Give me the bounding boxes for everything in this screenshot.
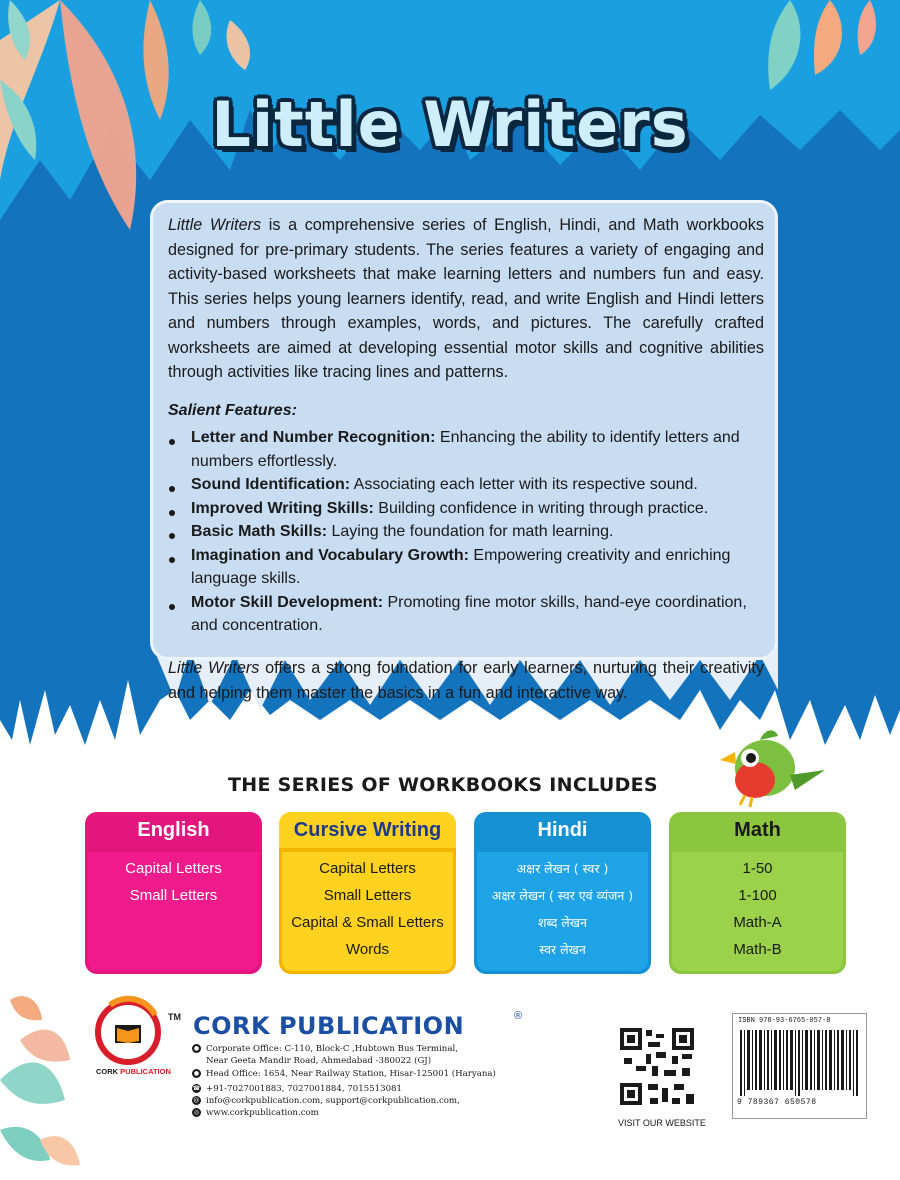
corporate-office-line-2: [192, 1055, 496, 1067]
feature-text: Building confidence in writing through practice.: [373, 499, 709, 517]
series-item: Math-A: [733, 914, 782, 931]
feature-item: [168, 544, 768, 591]
closing-text: offers a strong foundation for early learners, nurturing their creativity and helping them master the basics in a fun and interactive way.: [168, 659, 764, 702]
feature-item: [168, 591, 768, 638]
website-link[interactable]: www.corkpublication.com: [206, 1108, 319, 1119]
qr-label: VISIT OUR WEBSITE: [618, 1118, 706, 1128]
barcode: [740, 1030, 860, 1096]
feature-label: Basic Math Skills:: [191, 523, 328, 540]
website-line: [192, 1107, 496, 1119]
series-box-title: Hindi: [537, 819, 588, 841]
publisher-contact: [192, 1043, 496, 1120]
series-box-title: Cursive Writing: [279, 812, 456, 848]
series-heading: THE SERIES OF WORKBOOKS INCLUDES: [228, 774, 658, 796]
email-link[interactable]: info@corkpublication.com, support@corkpublication.com,: [206, 1096, 460, 1107]
globe-icon: ◎: [193, 1109, 200, 1117]
series-box-list: [88, 852, 259, 971]
corporate-office-line: [192, 1043, 496, 1055]
series-item: Small Letters: [129, 887, 218, 904]
series-box-hindi: [474, 812, 651, 974]
feature-text: Empowering creativity and enriching language skills.: [191, 546, 731, 587]
feature-label: Motor Skill Development:: [191, 593, 384, 611]
feature-text: Enhancing the ability to identify letters and numbers effortlessly.: [191, 429, 740, 470]
series-item: Small Letters: [323, 887, 412, 904]
location-icon: ●: [193, 1069, 200, 1077]
email-icon: @: [193, 1097, 200, 1105]
address-text: Head Office: 1654, Near Railway Station, Hisar-125001 (Haryana): [206, 1068, 496, 1079]
logo-caption: [96, 1067, 171, 1076]
location-icon: ●: [193, 1045, 200, 1052]
logo-caption-b: PUBLICATION: [120, 1067, 171, 1076]
qr-code: [617, 1025, 697, 1110]
phone-line: [192, 1083, 496, 1095]
feature-label: Letter and Number Recognition:: [191, 429, 436, 446]
series-box-title: Math: [734, 819, 781, 841]
closing-lead: Little Writers: [168, 659, 260, 677]
series-box-english: [85, 812, 262, 974]
feature-item: [168, 426, 768, 473]
feature-item: [168, 497, 768, 521]
series-box-list: [282, 852, 453, 971]
address-text: Near Geeta Mandir Road, Ahmedabad -380022 (GJ): [206, 1056, 432, 1067]
feature-text: Associating each letter with its respective sound.: [350, 476, 698, 493]
series-item: Math-B: [733, 941, 782, 958]
series-box-list: [672, 852, 843, 971]
trademark-mark: TM: [168, 1012, 181, 1022]
feature-item: [168, 520, 768, 544]
description-paragraph: [168, 213, 764, 385]
phone-text: +91-7027001883, 7027001884, 7015513081: [206, 1083, 402, 1094]
salient-features-title: Salient Features:: [168, 402, 297, 419]
barcode-number: 9 789367 650578: [737, 1098, 817, 1107]
series-item: अक्षर लेखन ( स्वर एवं व्यंजन ): [491, 888, 634, 903]
description-text: is a comprehensive series of English, Hindi, and Math workbooks designed for pre-primary students. The series features a variety of engaging and activity-based worksheets that make learning letters and numbers fun and easy. This series helps young learners identify, read, and write English and Hindi letters and numbers through examples, words, and pictures. The carefully crafted worksheets are aimed at developing essential motor skills and cognitive abilities through activities like tracing lines and patterns.: [168, 216, 764, 381]
address-text: Corporate Office: C-110, Block-C ,Hubtown Bus Terminal,: [206, 1044, 458, 1054]
features-list: [168, 426, 768, 638]
feature-text: Promoting fine motor skills, hand-eye coordination, and concentration.: [191, 593, 747, 634]
feature-text: Laying the foundation for math learning.: [327, 523, 614, 540]
series-item: 1-100: [738, 887, 777, 904]
closing-paragraph: [168, 656, 764, 705]
book-title: Little Writers: [211, 88, 689, 161]
feature-label: Improved Writing Skills:: [191, 499, 374, 517]
series-box-title: English: [137, 819, 210, 841]
series-item: स्वर लेखन: [539, 942, 586, 957]
head-office-line: [192, 1068, 496, 1080]
logo-caption-a: CORK: [96, 1067, 121, 1076]
feature-label: Sound Identification:: [191, 476, 351, 493]
series-item: 1-50: [742, 860, 773, 877]
registered-mark: ®: [514, 1010, 523, 1022]
publisher-name: CORK PUBLICATION: [193, 1012, 465, 1040]
phone-icon: ☎: [192, 1084, 201, 1092]
series-box-list: [477, 852, 648, 971]
feature-item: [168, 473, 768, 497]
description-lead: Little Writers: [168, 216, 262, 234]
series-item: शब्द लेखन: [538, 915, 587, 930]
isbn-text: ISBN 978-93-6765-057-8: [738, 1017, 831, 1025]
series-item: Capital Letters: [125, 860, 222, 877]
series-item: Capital Letters: [319, 860, 416, 877]
email-line: [192, 1095, 496, 1107]
series-item: Words: [345, 941, 390, 958]
series-item: Capital & Small Letters: [291, 914, 444, 931]
feature-label: Imagination and Vocabulary Growth:: [191, 546, 469, 564]
series-box-math: [669, 812, 846, 974]
series-box-cursive-writing: [279, 812, 456, 974]
series-item: अक्षर लेखन ( स्वर ): [516, 861, 609, 876]
